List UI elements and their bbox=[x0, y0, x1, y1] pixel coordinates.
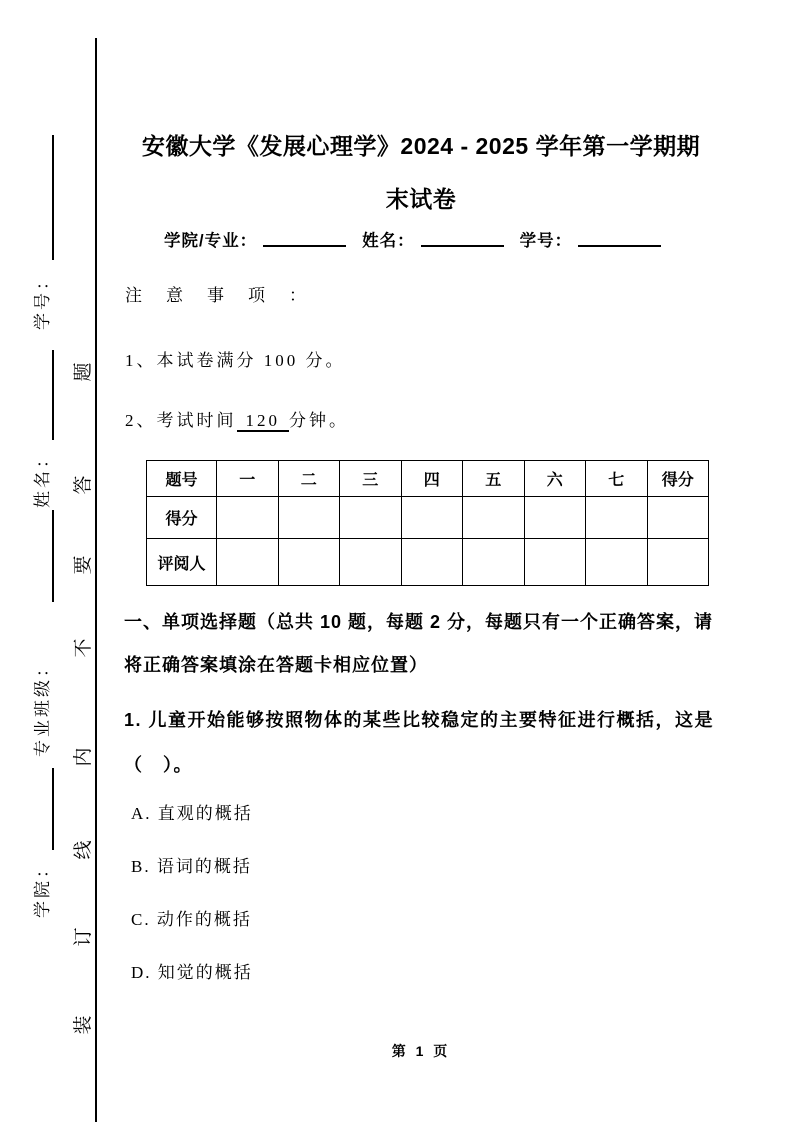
exam-title-line1: 安徽大学《发展心理学》2024 - 2025 学年第一学期期 bbox=[141, 133, 701, 159]
exam-title-line2: 末试卷 bbox=[385, 186, 457, 212]
field-label-student-id: 学号： bbox=[519, 232, 573, 250]
question-1-option-c: C. 动作的概括 bbox=[131, 910, 252, 929]
marker-cell-empty bbox=[524, 539, 586, 586]
notice-item-1: 1、本试卷满分 100 分。 bbox=[125, 351, 346, 370]
student-info-line bbox=[164, 227, 661, 251]
student-id-blank-line bbox=[578, 245, 661, 247]
notice-item-2 bbox=[125, 406, 349, 431]
margin-blank-name bbox=[52, 350, 54, 440]
binding-char-yao: 要 bbox=[73, 555, 94, 575]
score-table-header-row bbox=[147, 461, 709, 497]
marker-cell-empty bbox=[463, 539, 525, 586]
question-1-line1: 1. 儿童开始能够按照物体的某些比较稳定的主要特征进行概括，这是 bbox=[124, 710, 715, 730]
header-cell-2: 二 bbox=[278, 461, 340, 497]
header-cell-6: 六 bbox=[524, 461, 586, 497]
header-cell-4: 四 bbox=[401, 461, 463, 497]
name-blank-line bbox=[421, 245, 504, 247]
section-one-heading-line2: 将正确答案填涂在答题卡相应位置） bbox=[124, 655, 428, 675]
score-cell-empty bbox=[524, 497, 586, 539]
marker-cell-empty bbox=[586, 539, 648, 586]
binding-char-da: 答 bbox=[73, 475, 94, 495]
header-cell-1: 一 bbox=[217, 461, 279, 497]
score-cell-empty bbox=[586, 497, 648, 539]
question-1-option-b: B. 语词的概括 bbox=[131, 857, 252, 876]
binding-char-xian: 线 bbox=[73, 840, 94, 860]
header-cell-7: 七 bbox=[586, 461, 648, 497]
section-one-heading-line1: 一、单项选择题（总共 10 题，每题 2 分，每题只有一个正确答案，请 bbox=[124, 612, 714, 632]
marker-cell-empty bbox=[340, 539, 402, 586]
binding-char-ding: 订 bbox=[73, 927, 94, 947]
score-table bbox=[146, 460, 709, 586]
binding-char-bu: 不 bbox=[73, 638, 94, 658]
margin-field-college: 学院： bbox=[33, 858, 52, 918]
notice-item-2-pre: 2、考试时间 bbox=[125, 411, 237, 430]
college-major-blank-line bbox=[263, 245, 346, 247]
binding-char-nei: 内 bbox=[73, 747, 94, 767]
margin-blank-college bbox=[52, 768, 54, 850]
marker-cell-empty bbox=[647, 539, 709, 586]
field-label-name: 姓名： bbox=[362, 232, 415, 250]
binding-char-ti: 题 bbox=[73, 362, 94, 382]
notice-item-2-post: 分钟。 bbox=[289, 411, 349, 430]
binding-char-zhuang: 装 bbox=[73, 1015, 94, 1035]
header-cell-question-number: 题号 bbox=[147, 461, 217, 497]
header-cell-5: 五 bbox=[463, 461, 525, 497]
score-cell-empty bbox=[647, 497, 709, 539]
header-cell-3: 三 bbox=[340, 461, 402, 497]
margin-field-student-id: 学号： bbox=[33, 270, 52, 330]
score-cell-empty bbox=[217, 497, 279, 539]
score-cell-empty bbox=[463, 497, 525, 539]
question-1-option-d: D. 知觉的概括 bbox=[131, 963, 253, 982]
question-1-option-a: A. 直观的概括 bbox=[131, 804, 253, 823]
margin-field-name: 姓名： bbox=[33, 448, 52, 508]
margin-blank-student-id bbox=[52, 135, 54, 260]
question-1-line2: （ ）。 bbox=[124, 755, 193, 775]
score-row-label: 得分 bbox=[147, 497, 217, 539]
marker-cell-empty bbox=[217, 539, 279, 586]
notice-heading: 注意事项： bbox=[125, 286, 330, 305]
marker-cell-empty bbox=[401, 539, 463, 586]
exam-duration-value: 120 bbox=[237, 411, 290, 432]
marker-cell-empty bbox=[278, 539, 340, 586]
header-cell-total-score: 得分 bbox=[647, 461, 709, 497]
field-label-college-major: 学院/专业： bbox=[164, 232, 258, 250]
marker-row-label: 评阅人 bbox=[147, 539, 217, 586]
score-cell-empty bbox=[278, 497, 340, 539]
score-cell-empty bbox=[401, 497, 463, 539]
margin-field-class: 专业班级： bbox=[33, 657, 52, 757]
score-row bbox=[147, 497, 709, 539]
binding-line bbox=[95, 38, 97, 1122]
score-cell-empty bbox=[340, 497, 402, 539]
page-number: 第 1 页 bbox=[391, 1043, 451, 1059]
marker-row bbox=[147, 539, 709, 586]
